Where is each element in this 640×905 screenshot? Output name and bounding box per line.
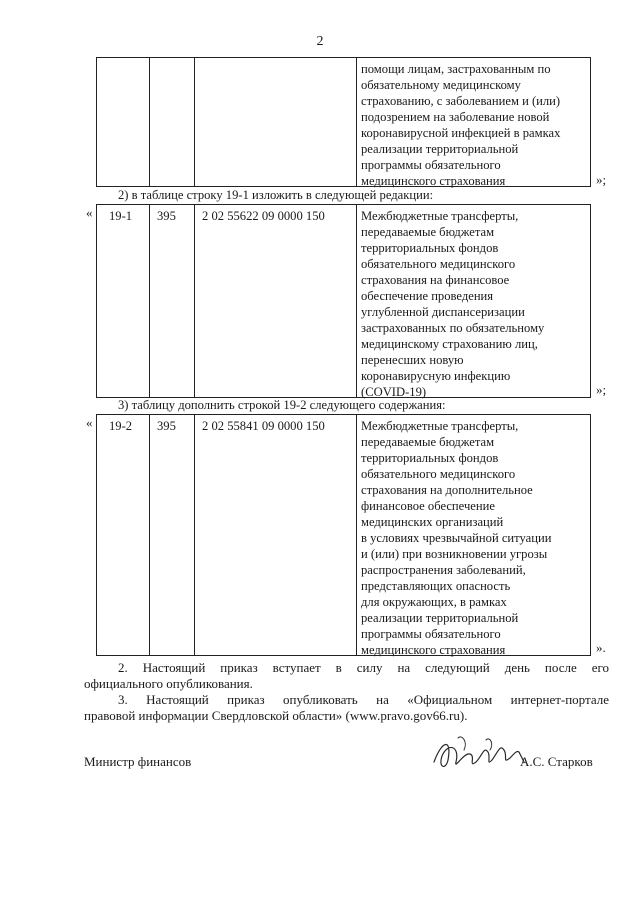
table-continuation xyxy=(96,57,591,187)
item-3-text: 3) таблицу дополнить строкой 19-2 следующего содержания: xyxy=(118,398,446,412)
row-description: Межбюджетные трансферты, передаваемые бюджетам территориальных фондов обязательного медицинского страхования на финансовое обеспечение проведения углубленной диспансеризации застрахованных по обязательному медицинскому страхованию лиц, перенесших новую коронавирусную инфекцию (COVID-19) xyxy=(361,209,545,399)
admin-code: 395 xyxy=(157,209,176,223)
item-2-text: 2) в таблице строку 19-1 изложить в следующей редакции: xyxy=(118,188,434,202)
close-quote-top: »; xyxy=(596,172,607,187)
table-row-19-1 xyxy=(96,204,591,398)
signatory-name: А.С. Старков xyxy=(520,754,593,769)
row-number: 19-2 xyxy=(109,419,133,433)
budget-code: 2 02 55841 09 0000 150 xyxy=(202,419,325,433)
paragraph-2-line-2: официального опубликования. xyxy=(84,676,253,691)
budget-code: 2 02 55622 09 0000 150 xyxy=(202,209,325,223)
open-quote-19-2: « xyxy=(86,415,93,430)
handwritten-signature xyxy=(428,732,528,780)
close-quote-19-1: »; xyxy=(596,382,607,397)
table-row-19-2 xyxy=(96,414,591,656)
paragraph-3-line-1: 3. Настоящий приказ опубликовать на «Официальном интернет-портале xyxy=(118,692,609,707)
admin-code: 395 xyxy=(157,419,176,433)
signatory-position: Министр финансов xyxy=(84,754,192,769)
page-number: 2 xyxy=(316,34,324,49)
close-quote-19-2: ». xyxy=(596,640,606,655)
row-number: 19-1 xyxy=(109,209,133,223)
row-description: Межбюджетные трансферты, передаваемые бюджетам территориальных фондов обязательного медицинского страхования на дополнительное финансовое обеспечение медицинских организаций в условиях чрезвычайной ситуации и (или) при возникновении угрозы распространения заболеваний, представляющих опасность для окружающих, в рамках реализации территориальной программы обязательного медицинского страхования xyxy=(361,419,552,657)
paragraph-2-line-1: 2. Настоящий приказ вступает в силу на следующий день после его xyxy=(118,660,609,675)
table-top-description: помощи лицам, застрахованным по обязательному медицинскому страхованию, с заболеванием и (или) подозрением на заболевание новой коронавирусной инфекцией в рамках реализации территориальной программы обязательного медицинского страхования xyxy=(361,62,561,188)
paragraph-3-line-2: правовой информации Свердловской области» (www.pravo.gov66.ru). xyxy=(84,708,468,723)
open-quote-19-1: « xyxy=(86,205,93,220)
